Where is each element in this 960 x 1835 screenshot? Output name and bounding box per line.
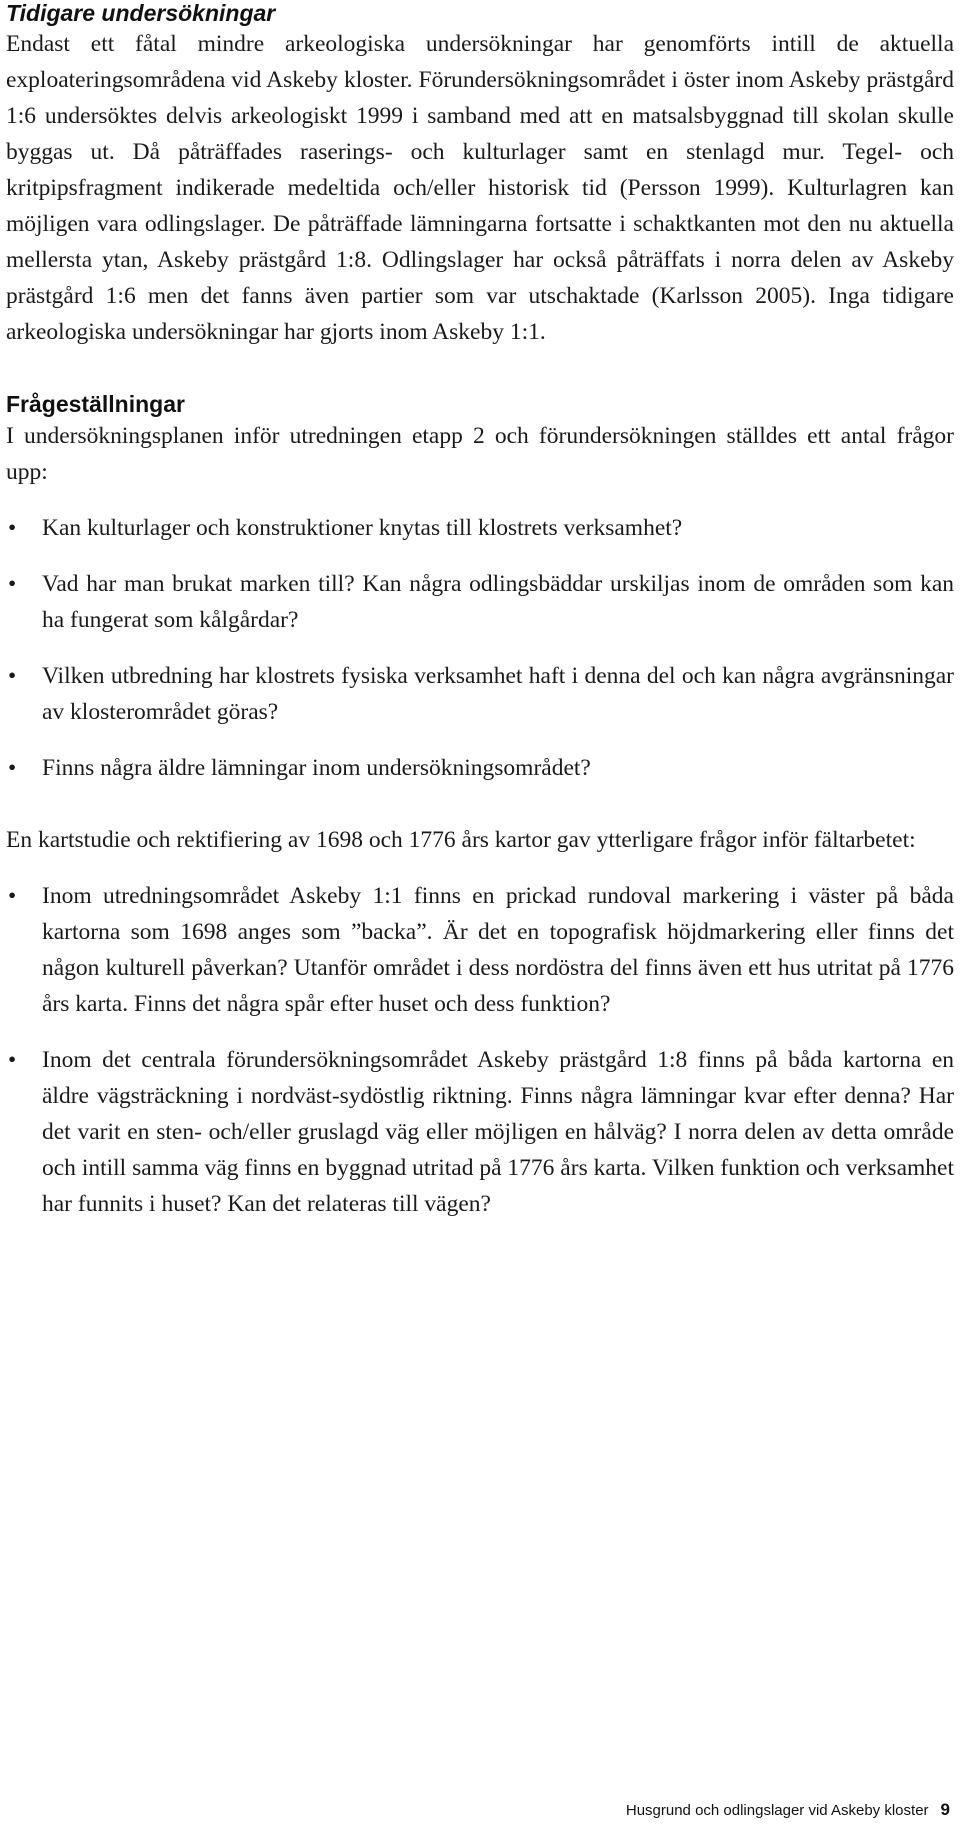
paragraph-tidigare: Endast ett fåtal mindre arkeologiska undersökningar har genomförts intill de aktuella exploateringsområdena vid Askeby kloster. Förundersökningsområdet i öster inom Askeby prästgård 1:6 undersöktes delvis arkeologiskt 1999 i samband med att en matsalsbyggnad till skolan skulle byggas ut. Då påträffades raserings- och kulturlager samt en stenlagd mur. Tegel- och kritpipsfragment indikerade medeltida och/eller historisk tid (Persson 1999). Kulturlagren kan möjligen vara odlingslager. De påträffade lämningarna fortsatte i schaktkanten mot den nu aktuella mellersta ytan, Askeby prästgård 1:8. Odlingslager har också påträffats i norra delen av Askeby prästgård 1:6 men det fanns även partier som var utschaktade (Karlsson 2005). Inga tidigare arkeologiska undersökningar har gjorts inom Askeby 1:1. <box>6 31 954 345</box>
bullet-icon: • <box>8 571 17 597</box>
bullet-icon: • <box>8 1047 17 1073</box>
bullet-icon: • <box>8 883 17 909</box>
page-number: 9 <box>940 1800 950 1819</box>
page-footer <box>626 1800 950 1821</box>
list-item: • Inom utredningsområdet Askeby 1:1 finns en prickad rundoval markering i väster på båda kartorna som 1698 anges som ”backa”. Är det en topografisk höjdmarkering eller finns det någon kulturell påverkan? Utanför området i dess nordöstra del finns även ett hus utritat på 1776 års karta. Finns det några spår efter huset och dess funktion? <box>6 878 954 1022</box>
section-heading-tidigare: Tidigare undersökningar <box>6 0 276 26</box>
bullet-icon: • <box>8 515 17 541</box>
section-heading-fragestallningar: Frågeställningar <box>6 391 185 417</box>
document-page <box>6 0 954 1222</box>
map-question-list <box>6 878 954 1222</box>
paragraph-map-intro: En kartstudie och rektifiering av 1698 och 1776 års kartor gav ytterligare frågor inför fältarbetet: <box>6 827 916 853</box>
list-item: • Kan kulturlager och konstruktioner knytas till klostrets verksamhet? <box>6 510 954 546</box>
list-item: • Vilken utbredning har klostrets fysiska verksamhet haft i denna del och kan några avgränsningar av klosterområdet göras? <box>6 658 954 730</box>
bullet-icon: • <box>8 663 17 689</box>
footer-title: Husgrund och odlingslager vid Askeby kloster <box>625 1802 929 1819</box>
bullet-icon: • <box>8 755 17 781</box>
list-item: • Vad har man brukat marken till? Kan några odlingsbäddar urskiljas inom de områden som kan ha fungerat som kålgårdar? <box>6 566 954 638</box>
paragraph-intro: I undersökningsplanen inför utredningen etapp 2 och förundersökningen ställdes ett antal frågor upp: <box>6 423 954 485</box>
question-list <box>6 510 954 786</box>
list-item: • Finns några äldre lämningar inom undersökningsområdet? <box>6 750 954 786</box>
list-item: • Inom det centrala förundersökningsområdet Askeby prästgård 1:8 finns på båda kartorna en äldre vägsträckning i nordväst-sydöstlig riktning. Finns några lämningar kvar efter denna? Har det varit en sten- och/eller gruslagd väg eller möjligen en hålväg? I norra delen av detta område och intill samma väg finns en byggnad utritad på 1776 års karta. Vilken funktion och verksamhet har funnits i huset? Kan det relateras till vägen? <box>6 1042 954 1222</box>
